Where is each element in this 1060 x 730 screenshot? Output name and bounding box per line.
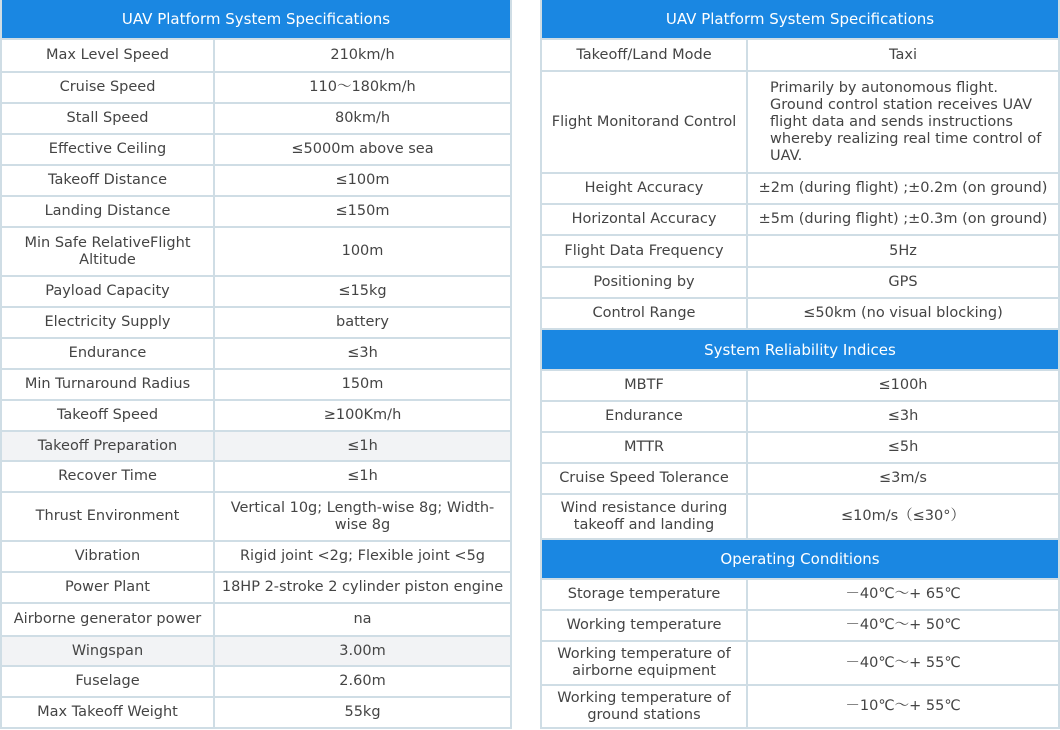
row-value: －10℃～+ 55℃ (845, 698, 961, 714)
row-value: na (353, 611, 372, 627)
table-row (2, 166, 510, 197)
table-row (542, 686, 1058, 729)
row-value: 5Hz (889, 242, 917, 259)
row-value: ≤100h (878, 377, 928, 393)
table-row (542, 464, 1058, 495)
row-value: ≤150m (335, 203, 390, 219)
row-label: Effective Ceiling (2, 135, 215, 164)
row-label: Recover Time (2, 462, 215, 491)
table-row (542, 402, 1058, 433)
table-row (542, 495, 1058, 540)
table-row (542, 642, 1058, 686)
row-label: Stall Speed (2, 104, 215, 133)
row-label: Min Turnaround Radius (2, 370, 215, 399)
row-value: ≤50km (no visual blocking) (803, 305, 1003, 321)
row-value: ≤3h (347, 345, 378, 361)
left-spec-table (0, 0, 512, 729)
table-row (2, 573, 510, 604)
row-label: Payload Capacity (2, 277, 215, 306)
row-value: ≤10m/s（≤30°） (840, 508, 965, 524)
row-value: 80km/h (334, 110, 391, 126)
row-label: Horizontal Accuracy (542, 205, 748, 234)
row-label: Flight Data Frequency (542, 236, 748, 266)
table-row (2, 73, 510, 104)
row-label: Positioning by (542, 268, 748, 297)
row-label: Cruise Speed (2, 73, 215, 102)
table-row (2, 135, 510, 166)
table-row (542, 268, 1058, 299)
row-value: 18HP 2-stroke 2 cylinder piston engine (221, 579, 504, 595)
row-label: Height Accuracy (542, 174, 748, 203)
row-value: battery (336, 314, 389, 330)
row-label: Control Range (542, 299, 748, 328)
row-value: ≥100Km/h (323, 407, 402, 423)
row-value: 150m (341, 376, 384, 392)
row-value: －40℃～+ 50℃ (845, 617, 961, 633)
table-row (2, 40, 510, 73)
row-value: ≤3m/s (879, 470, 927, 486)
row-label: Max Level Speed (2, 40, 215, 71)
row-label: Takeoff Preparation (2, 432, 215, 460)
row-label: MTTR (542, 433, 748, 462)
row-label: Wind resistance during takeoff and landing (542, 495, 748, 538)
table-row (2, 308, 510, 339)
row-value: Taxi (889, 46, 917, 63)
row-label: Max Takeoff Weight (2, 698, 215, 727)
table-row (2, 277, 510, 308)
row-label: Takeoff Distance (2, 166, 215, 195)
table-row (542, 433, 1058, 464)
table-row (2, 698, 510, 729)
row-value: ≤15kg (338, 283, 387, 299)
row-value: 210km/h (330, 47, 395, 63)
row-value: ±2m (during flight) ;±0.2m (on ground) (758, 180, 1048, 196)
table-row (2, 542, 510, 573)
table-row (542, 580, 1058, 611)
section-header: UAV Platform System Specifications (2, 0, 510, 40)
table-row (542, 611, 1058, 642)
row-label: Working temperature (542, 611, 748, 640)
row-value: Vertical 10g; Length-wise 8g; Width-wise 8g (230, 499, 495, 533)
row-value: 3.00m (339, 642, 386, 659)
row-value: ≤100m (335, 172, 390, 188)
row-value: Primarily by autonomous flight. Ground control station receives UAV flight data and sends instructions whereby realizing real time control of UAV. (770, 79, 1042, 164)
row-value: ±5m (during flight) ;±0.3m (on ground) (758, 211, 1048, 227)
row-label: Storage temperature (542, 580, 748, 609)
row-value: 55kg (344, 704, 381, 720)
row-label: Endurance (542, 402, 748, 431)
table-row (2, 401, 510, 432)
row-value: ≤5h (887, 439, 919, 455)
row-label: Wingspan (2, 637, 215, 665)
right-spec-table (540, 0, 1060, 729)
row-label: Landing Distance (2, 197, 215, 226)
table-row (2, 339, 510, 370)
row-label: Fuselage (2, 667, 215, 696)
row-label: Vibration (2, 542, 215, 571)
row-value: －40℃～+ 65℃ (845, 586, 961, 602)
table-row (542, 371, 1058, 402)
row-value: Rigid joint <2g; Flexible joint <5g (239, 548, 486, 564)
row-label: Endurance (2, 339, 215, 368)
table-row (542, 72, 1058, 174)
table-row (542, 299, 1058, 330)
row-label: Working temperature of ground stations (542, 686, 748, 727)
row-value: 100m (341, 243, 384, 259)
table-row (542, 174, 1058, 205)
row-label: Takeoff Speed (2, 401, 215, 430)
table-row (2, 667, 510, 698)
row-value: ≤1h (347, 437, 378, 454)
table-row (2, 432, 510, 462)
row-label: Takeoff/Land Mode (542, 40, 748, 70)
table-row (2, 197, 510, 228)
table-row (2, 370, 510, 401)
row-label: MBTF (542, 371, 748, 400)
row-label: Electricity Supply (2, 308, 215, 337)
row-label: Airborne generator power (2, 604, 215, 635)
table-row (2, 228, 510, 277)
row-value: ≤5000m above sea (291, 141, 434, 157)
row-value: 110～180km/h (309, 79, 416, 95)
table-row (542, 205, 1058, 236)
section-header: Operating Conditions (542, 540, 1058, 580)
table-row (2, 604, 510, 637)
row-label: Power Plant (2, 573, 215, 602)
row-label: Min Safe RelativeFlight Altitude (2, 228, 215, 275)
row-label: Working temperature of airborne equipment (542, 642, 748, 684)
row-value: －40℃～+ 55℃ (845, 654, 961, 671)
table-row (2, 637, 510, 667)
section-header: UAV Platform System Specifications (542, 0, 1058, 40)
table-row (542, 40, 1058, 72)
row-value: ≤1h (347, 468, 378, 484)
row-value: GPS (888, 274, 918, 290)
table-row (2, 104, 510, 135)
row-value: ≤3h (887, 408, 919, 424)
table-row (2, 462, 510, 493)
row-label: Thrust Environment (2, 493, 215, 540)
row-value: 2.60m (339, 673, 386, 689)
table-row (542, 236, 1058, 268)
row-label: Cruise Speed Tolerance (542, 464, 748, 493)
section-header: System Reliability Indices (542, 330, 1058, 371)
table-row (2, 493, 510, 542)
row-label: Flight Monitorand Control (542, 72, 748, 172)
